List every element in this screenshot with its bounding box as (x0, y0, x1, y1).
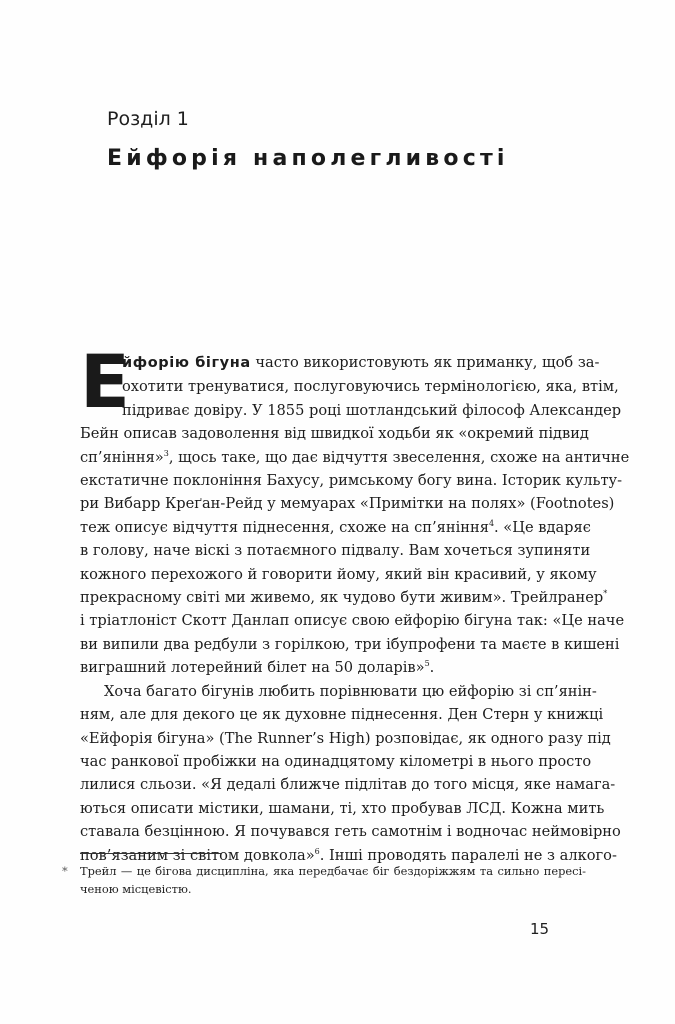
text-fragment: виграшний лотерейний білет на 50 доларів» (80, 659, 425, 677)
text-line: ням, але для декого це як духовне піднесення. Ден Стерн у книжці (80, 706, 604, 724)
text-line (80, 351, 600, 375)
footnote-ref[interactable]: 5 (424, 659, 430, 669)
text-line: Бейн описав задоволення від швидкої ходьби як «окремий підвид (80, 425, 589, 443)
text-line: «Ейфорія бігуна» (The Runner’s High) розповідає, як одного разу під (80, 729, 611, 747)
text-fragment: теж описує відчуття піднесення, схоже на сп’яніння (80, 518, 489, 536)
footnote-ref[interactable]: * (603, 589, 608, 599)
paragraph-1 (80, 340, 630, 680)
text-fragment: пов’язаним зі світом довкола» (80, 846, 315, 864)
text-fragment: сп’яніння» (80, 448, 164, 466)
text-line: і тріатлоніст Скотт Данлап описує свою ейфорію бігуна так: «Це наче (80, 612, 625, 630)
footnote-ref[interactable]: 3 (163, 448, 169, 458)
footnote-divider (80, 853, 221, 854)
text-line (80, 446, 630, 469)
chapter-title: Ейфорія наполегливості (107, 146, 509, 171)
footnote-ref[interactable]: 6 (314, 846, 320, 856)
text-fragment: часто використовують як приманку, щоб за- (250, 354, 600, 371)
text-line: лилися сльози. «Я дедалі ближче підлітав до того місця, яке намага- (80, 776, 616, 794)
text-line: охотити тренуватися, послуговуючись термінологією, яка, втім, (122, 378, 619, 396)
drop-cap: Е (80, 340, 130, 425)
text-fragment: прекрасному світі ми живемо, як чудово бути живим». Трейлранер (80, 589, 604, 607)
text-line: в голову, наче віскі з потаємного підвалу. Вам хочеться зупиняти (80, 542, 591, 560)
footnote-ref[interactable]: 4 (488, 518, 495, 528)
text-line: ставала безцінною. Я почувався геть самотнім і водночас неймовірно (80, 823, 621, 841)
paragraph-2 (80, 680, 621, 867)
text-fragment: . (429, 659, 435, 677)
text-line: підриває довіру. У 1855 році шотландський філософ Александер (122, 401, 622, 419)
text-fragment: . Інші проводять паралелі не з алкого- (319, 846, 617, 864)
footnote (62, 862, 586, 898)
text-line: час ранкової пробіжки на одинадцятому кілометрі в нього просто (80, 752, 592, 770)
text-line (80, 586, 608, 609)
lead-in-bold: йфорію бігуна (122, 355, 251, 371)
text-line: ються описати містики, шамани, ті, хто пробував ЛСД. Кожна мить (80, 799, 605, 817)
footnote-line: ченою місцевістю. (80, 882, 192, 896)
chapter-label: Розділ 1 (107, 108, 189, 130)
text-line (80, 516, 591, 539)
text-fragment: . «Це вдаряє (494, 518, 591, 536)
text-line: кожного перехожого й говорити йому, який він красивий, у якому (80, 565, 597, 583)
text-fragment: , щось таке, що дає відчуття звеселення, схоже на античне (168, 448, 630, 466)
page-number: 15 (530, 920, 550, 938)
text-line: екстатичне поклоніння Бахусу, римському богу вина. Історик культу- (80, 472, 623, 490)
footnote-marker: * (62, 864, 68, 878)
text-line: Хоча багато бігунів любить порівнювати цю ейфорію зі сп’янін- (104, 682, 597, 700)
body-text (80, 340, 630, 867)
text-line: ри Вибарр Креґан-Рейд у мемуарах «Примітки на полях» (Footnotes) (80, 495, 615, 513)
text-line: ви випили два редбули з горілкою, три ібупрофени та маєте в кишені (80, 635, 620, 653)
text-line (80, 656, 586, 679)
footnote-text (80, 862, 586, 898)
footnote-line: Трейл — це бігова дисципліна, яка передбачає біг бездоріжжям та сильно пересі- (80, 864, 586, 878)
